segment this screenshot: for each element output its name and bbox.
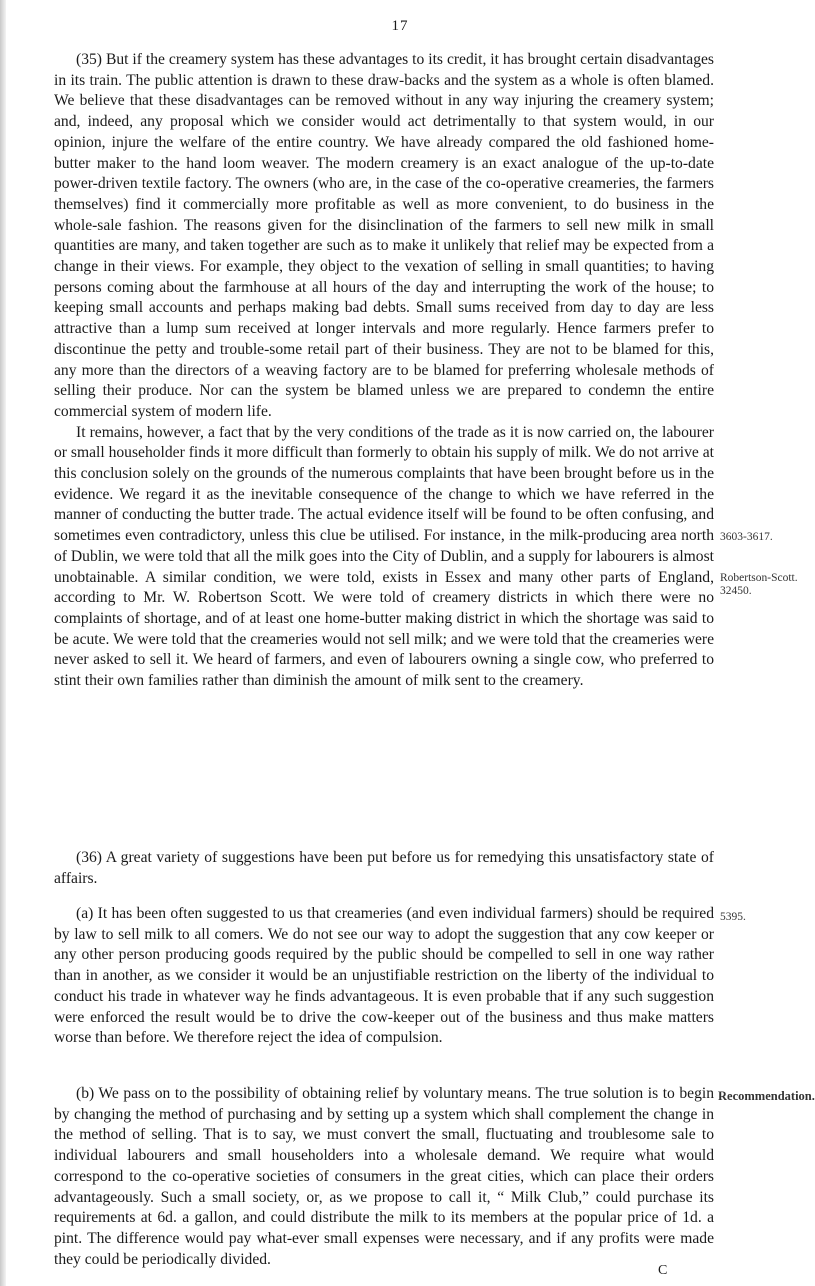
paragraph-36-a: (a) It has been often suggested to us that creameries (and even individual farmers) should be required by law to sell milk to all comers. We do not see our way to adopt the suggestion that any cow keeper or any other person producing goods required by the public should be compelled to sell in one way rather than in another, as we consider it would be an unjustifiable restriction on the liberty of the individual to conduct his trade in whatever way he finds advantageous. It is even probable that if any such suggestion were enforced the result would be to drive the cow-keeper out of the business and thus make matters worse than before. We therefore reject the idea of compulsion. xyxy=(54,905,714,1047)
margin-ref-3603-3617: 3603-3617. xyxy=(720,531,773,543)
paragraph-35-1: (35) But if the creamery system has these advantages to its credit, it has brought certain disadvantages in its train. The public attention is drawn to these draw-backs and the system as a whole is often blamed. We believe that these disadvantages can be removed without in any way injuring the creamery system; and, indeed, any proposal which we consider would act detrimentally to that system would, in our opinion, injure the welfare of the entire country. We have already compared the old fashioned home-butter maker to the hand loom weaver. The modern creamery is an exact analogue of the up-to-date power-driven textile factory. The owners (who are, in the case of the co-operative creameries, the farmers themselves) find it commercially more profitable as well as more convenient, to do business in the whole-sale fashion. The reasons given for the disinclination of the farmers to sell new milk in small quantities are many, and taken together are such as to make it unlikely that relief may be expected from a change in their views. For example, they object to the vexation of selling in small quantities; to having persons coming about the farmhouse at all hours of the day and interrupting the work of the house; to keeping small accounts and perhaps making bad debts. Small sums received from day to day are less attractive than a lump sum received at longer intervals and more regularly. Hence farmers prefer to discontinue the petty and trouble-some retail part of their business. They are not to be blamed for this, any more than the directors of a weaving factory are to be blamed for preferring wholesale methods of selling their produce. Nor can the system be blamed unless we are prepared to condemn the entire commercial system of modern life. xyxy=(54,51,714,420)
section-36-a xyxy=(54,904,714,1049)
paragraph-36-intro: (36) A great variety of suggestions have been put before us for remedying this unsatisfactory state of affairs. xyxy=(54,849,714,887)
signature-mark: C xyxy=(658,1263,668,1278)
margin-ref-robertson-num: 32450. xyxy=(720,585,752,597)
page-scan-edge xyxy=(0,0,6,1286)
margin-ref-robertson-name: Robertson-Scott. xyxy=(720,572,798,584)
margin-ref-5395: 5395. xyxy=(720,911,746,923)
paragraph-35-2: It remains, however, a fact that by the very conditions of the trade as it is now carried on, the labourer or small householder finds it more difficult than formerly to obtain his supply of milk. We do not arrive at this conclusion solely on the grounds of the numerous complaints that have been brought before us in the evidence. We regard it as the inevitable consequence of the change to which we have referred in the manner of conducting the butter trade. The actual evidence itself will be found to be often confusing, and sometimes even contradictory, unless this clue be utilised. For instance, in the milk-producing area north of Dublin, we were told that all the milk goes into the City of Dublin, and a supply for labourers is almost unobtainable. A similar condition, we were told, exists in Essex and many other parts of England, according to Mr. W. Robertson Scott. We were told of creamery districts in which there were no complaints of shortage, and of at least one home-butter making district in which the shortage was said to be acute. We were told that the creameries would not sell milk; and we were told that the creameries were never asked to sell it. We heard of farmers, and even of labourers owning a single cow, who preferred to stint their own families rather than diminish the amount of milk sent to the creamery. xyxy=(54,423,714,690)
paragraph-36-b: (b) We pass on to the possibility of obtaining relief by voluntary means. The true solution is to begin by changing the method of purchasing and by setting up a system which shall complement the change in the method of selling. That is to say, we must convert the small, fluctuating and troublesome sale to individual labourers and small householders into a wholesale demand. We require what would correspond to the co-operative societies of consumers in the great cities, which can place their orders advantageously. Such a small society, or, as we propose to call it, “ Milk Club,” could purchase its requirements at 6d. a gallon, and could distribute the milk to its members at the popular price of 1d. a pint. The difference would pay what-ever small expenses were necessary, and if any profits were made they could be periodically divided. xyxy=(54,1085,714,1268)
margin-note-recommendation: Recommendation. xyxy=(718,1089,815,1103)
section-36-b xyxy=(54,1084,714,1270)
section-35 xyxy=(54,50,714,692)
margin-ref-robertson-scott xyxy=(720,572,798,598)
section-36-intro xyxy=(54,848,714,889)
page-number: 17 xyxy=(391,18,409,34)
